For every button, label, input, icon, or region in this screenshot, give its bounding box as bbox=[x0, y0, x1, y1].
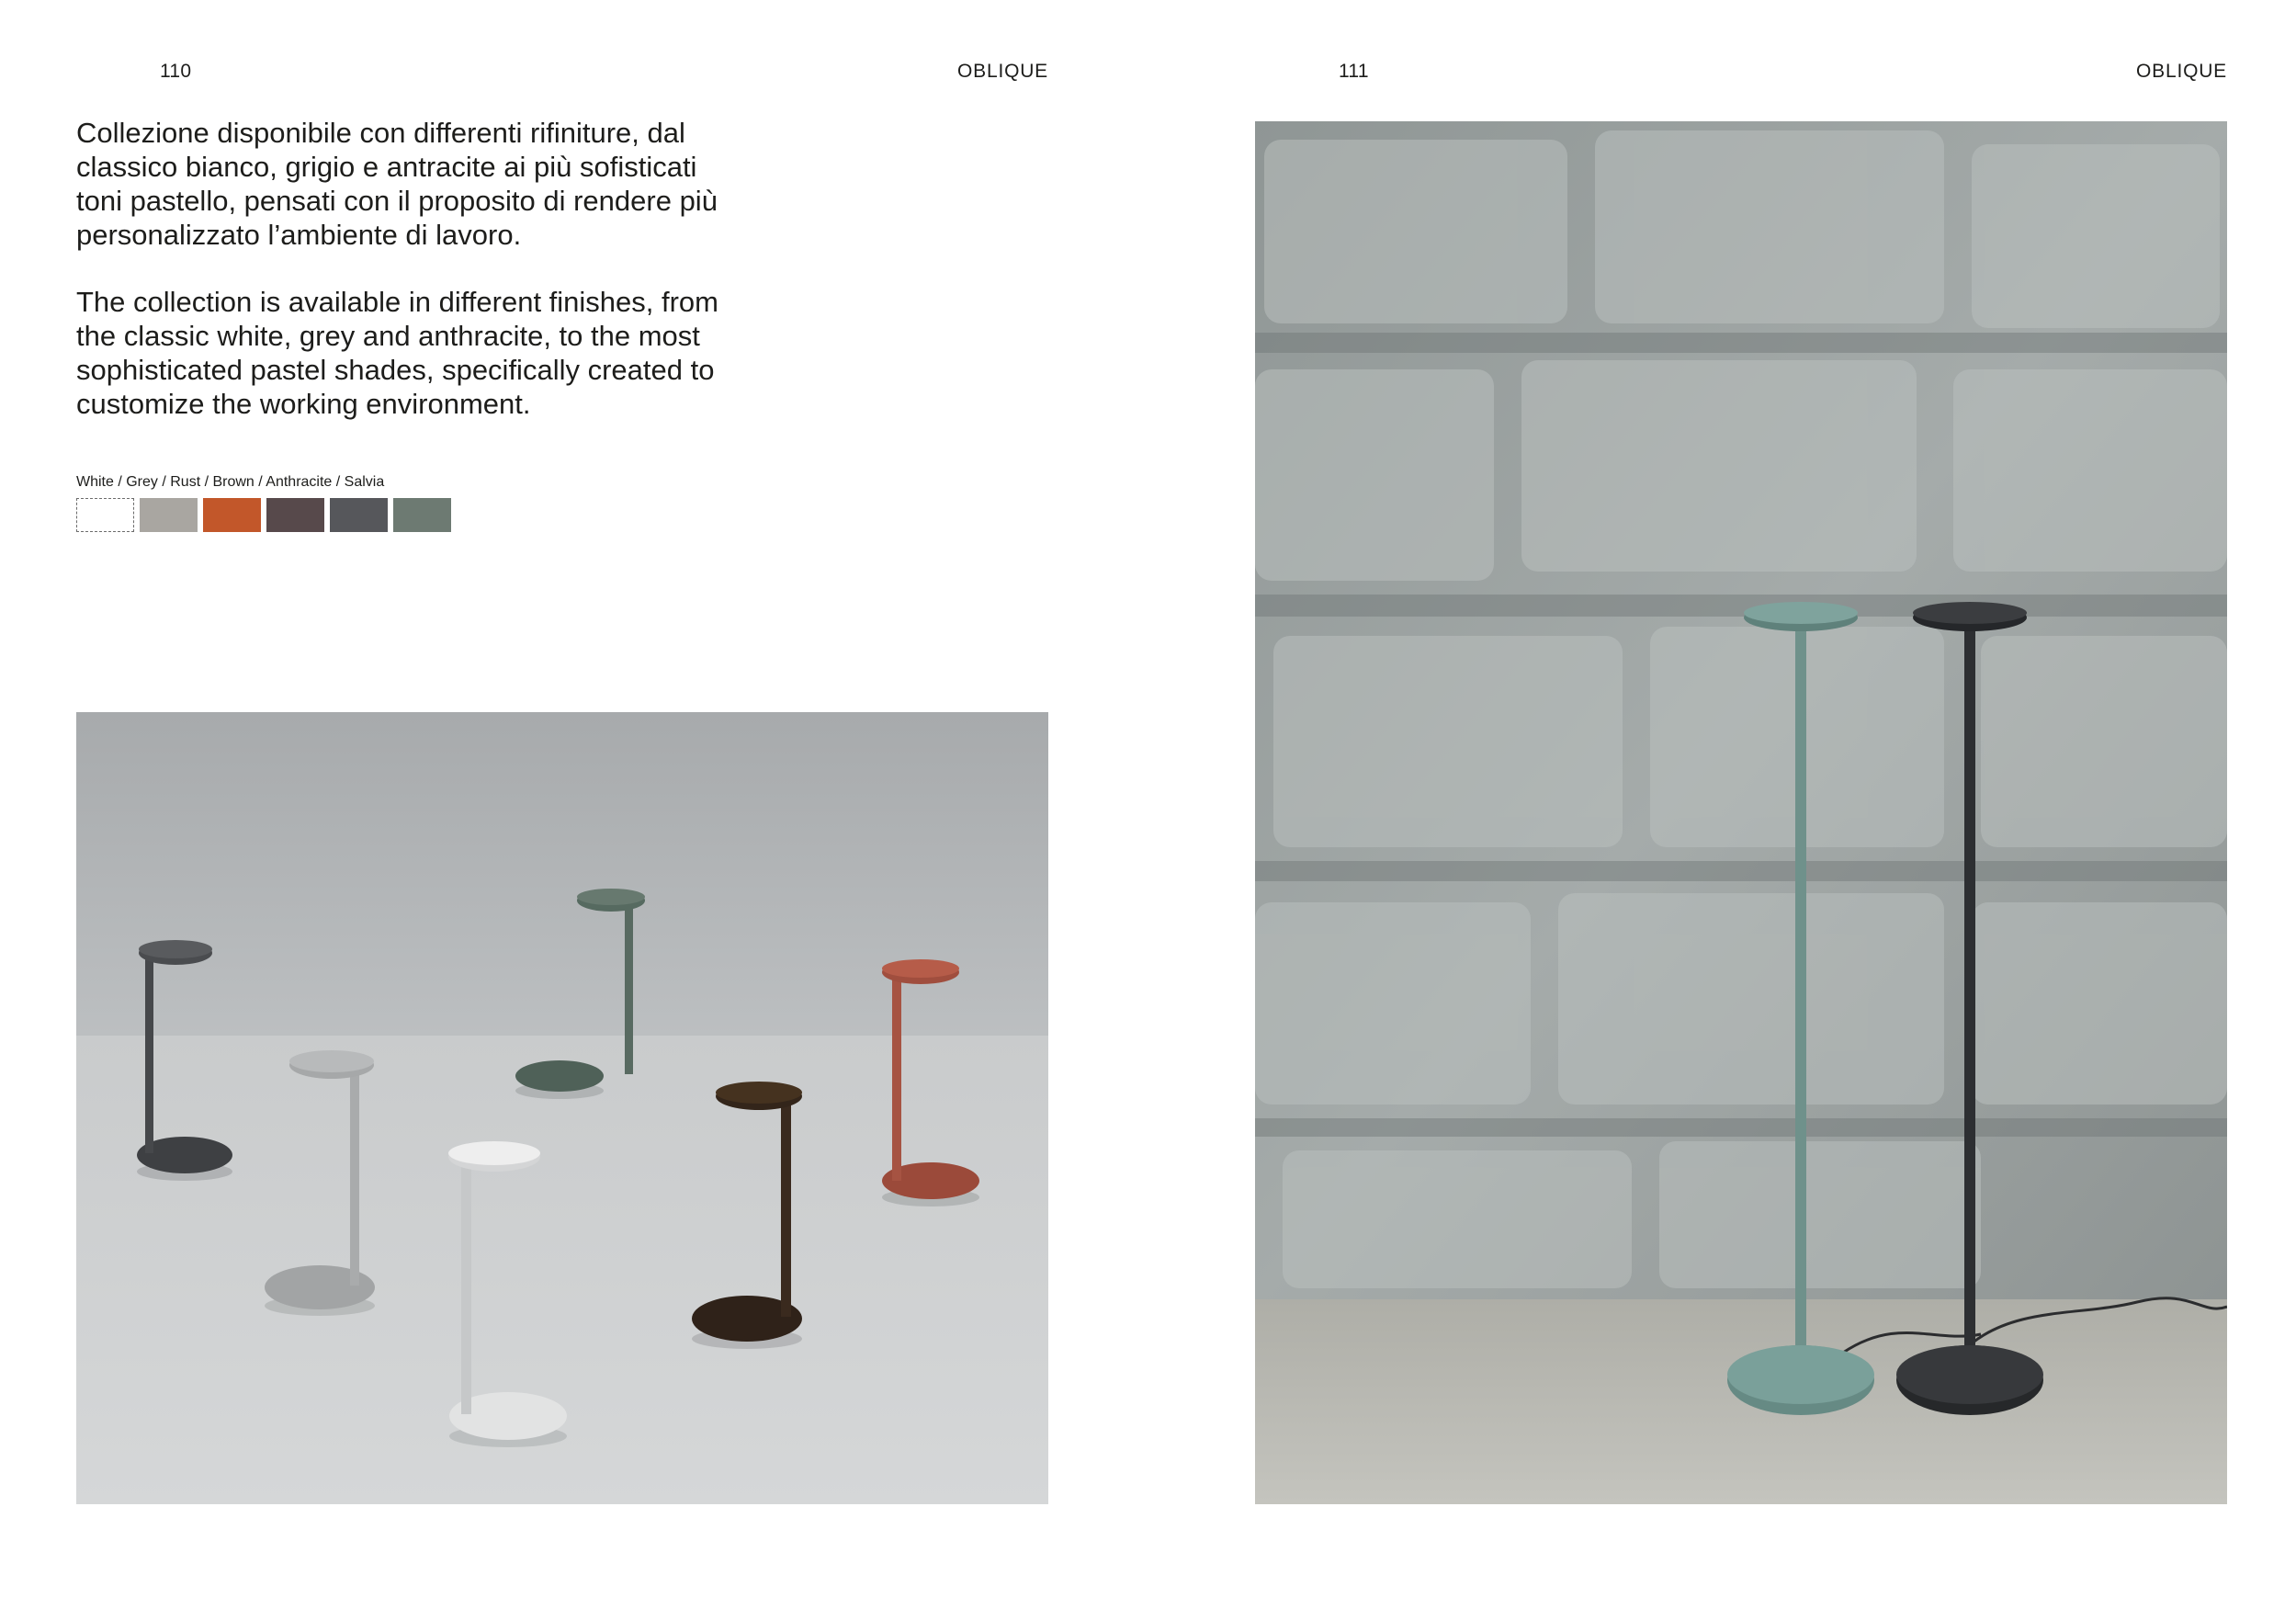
swatch-grey bbox=[140, 498, 198, 532]
right-page bbox=[1148, 0, 2296, 1620]
table-lamps-illustration bbox=[76, 712, 1048, 1504]
swatch-salvia bbox=[393, 498, 451, 532]
table-lamps-photo bbox=[76, 712, 1048, 1504]
running-head: OBLIQUE bbox=[2136, 61, 2227, 82]
swatch-rust bbox=[203, 498, 261, 532]
finish-swatches bbox=[76, 498, 451, 532]
swatch-brown bbox=[266, 498, 324, 532]
body-text-english: The collection is available in different finishes, from the classic white, grey and anthracite, to the most sophisticated pastel shades, specifically created to customize the working environment. bbox=[76, 286, 718, 420]
finishes-caption: White / Grey / Rust / Brown / Anthracite / Salvia bbox=[76, 474, 385, 490]
floor-lamps-photo bbox=[1255, 121, 2227, 1504]
body-text-italian: Collezione disponibile con differenti rifiniture, dal classico bianco, grigio e antracite ai più sofisticati toni pastello, pensati con il proposito di rendere più personalizzato l’ambiente di lavoro. bbox=[76, 117, 718, 251]
swatch-anthracite bbox=[330, 498, 388, 532]
running-head: OBLIQUE bbox=[957, 61, 1048, 82]
page-number: 111 bbox=[1339, 61, 1369, 82]
swatch-white bbox=[76, 498, 134, 532]
page-number: 110 bbox=[160, 61, 192, 82]
floor-lamps-illustration bbox=[1255, 121, 2227, 1504]
